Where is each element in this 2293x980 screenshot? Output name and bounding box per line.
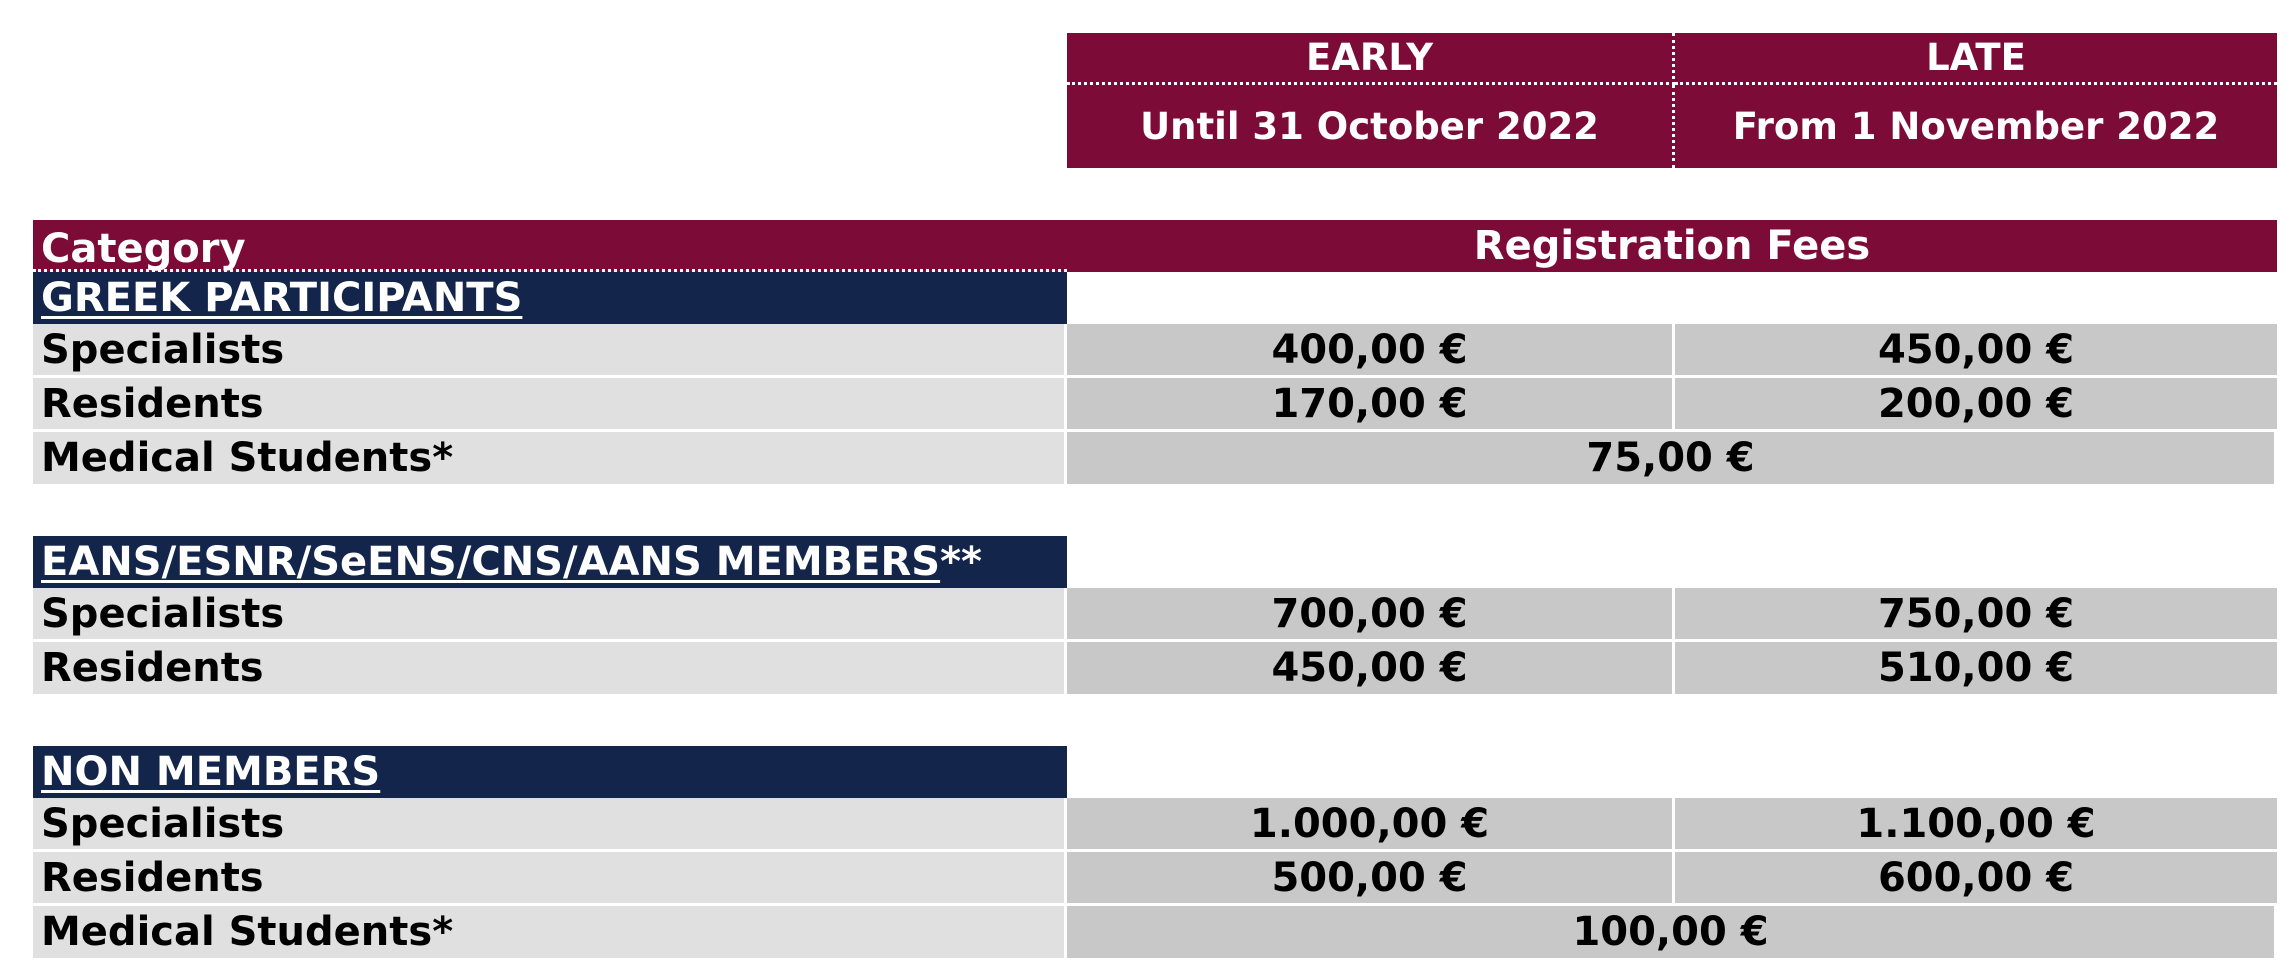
fee-value: 170,00 € xyxy=(1271,380,1468,427)
fee-value: 750,00 € xyxy=(1877,590,2075,637)
row-label-text: Specialists xyxy=(41,800,285,847)
row-label-non-members-specialists xyxy=(33,798,1064,849)
fee-value: 1.000,00 € xyxy=(1249,800,1490,847)
fee-value: 600,00 € xyxy=(1877,854,2075,901)
row-label-members-residents xyxy=(33,642,1064,694)
fee-value: 400,00 € xyxy=(1271,326,1468,373)
row-label-text: Specialists xyxy=(41,590,285,637)
early-period-header xyxy=(1067,33,1675,85)
section-header-members xyxy=(33,536,1067,588)
fee-value: 450,00 € xyxy=(1877,326,2075,373)
fee-value: 510,00 € xyxy=(1877,645,2075,691)
early-date: Until 31 October 2022 xyxy=(1140,105,1599,148)
section-title: GREEK PARTICIPANTS xyxy=(41,275,523,321)
late-label: LATE xyxy=(1926,36,2026,79)
registration-fees-header xyxy=(1067,220,2277,272)
fee-value: 75,00 € xyxy=(1586,435,1755,481)
row-label-greek-residents xyxy=(33,378,1064,429)
fee-late-greek-specialists xyxy=(1675,324,2277,375)
fee-value: 100,00 € xyxy=(1572,909,1769,955)
fee-late-members-residents xyxy=(1675,642,2277,694)
row-label-text: Residents xyxy=(41,380,264,427)
section-title: NON MEMBERS xyxy=(41,749,381,795)
row-label-text: Medical Students* xyxy=(41,435,454,481)
fee-value: 500,00 € xyxy=(1271,854,1468,901)
early-date-header xyxy=(1067,85,1675,168)
late-date: From 1 November 2022 xyxy=(1732,105,2220,148)
fee-early-members-specialists xyxy=(1067,588,1672,639)
fee-combined-non-members-medical-students xyxy=(1067,906,2274,958)
section-header-non-members xyxy=(33,746,1067,798)
row-label-greek-specialists xyxy=(33,324,1064,375)
late-period-header xyxy=(1675,33,2277,85)
fee-early-members-residents xyxy=(1067,642,1672,694)
row-label-members-specialists xyxy=(33,588,1064,639)
fee-late-members-specialists xyxy=(1675,588,2277,639)
fee-value: 450,00 € xyxy=(1271,645,1468,691)
fee-value: 200,00 € xyxy=(1877,380,2075,427)
fee-early-non-members-residents xyxy=(1067,852,1672,903)
section-title: EANS/ESNR/SeENS/CNS/AANS MEMBERS xyxy=(41,539,941,585)
row-label-text: Specialists xyxy=(41,326,285,373)
row-label-non-members-residents xyxy=(33,852,1064,903)
late-date-header xyxy=(1675,85,2277,168)
section-title-suffix: ** xyxy=(940,539,982,585)
fee-late-greek-residents xyxy=(1675,378,2277,429)
fee-late-non-members-residents xyxy=(1675,852,2277,903)
fee-early-greek-specialists xyxy=(1067,324,1672,375)
fee-value: 1.100,00 € xyxy=(1856,800,2096,847)
early-label: EARLY xyxy=(1305,36,1433,79)
row-label-greek-medical-students xyxy=(33,432,1064,484)
row-label-text: Residents xyxy=(41,854,264,901)
fee-value: 700,00 € xyxy=(1271,590,1468,637)
category-header-label: Category xyxy=(41,225,246,272)
section-header-greek-participants xyxy=(33,272,1067,324)
row-label-text: Residents xyxy=(41,645,264,691)
fee-early-greek-residents xyxy=(1067,378,1672,429)
row-label-non-members-medical-students xyxy=(33,906,1064,958)
fee-early-non-members-specialists xyxy=(1067,798,1672,849)
fee-combined-greek-medical-students xyxy=(1067,432,2274,484)
row-label-text: Medical Students* xyxy=(41,909,454,955)
category-header xyxy=(33,220,1067,272)
fee-late-non-members-specialists xyxy=(1675,798,2277,849)
registration-fees-label: Registration Fees xyxy=(1473,223,1871,269)
